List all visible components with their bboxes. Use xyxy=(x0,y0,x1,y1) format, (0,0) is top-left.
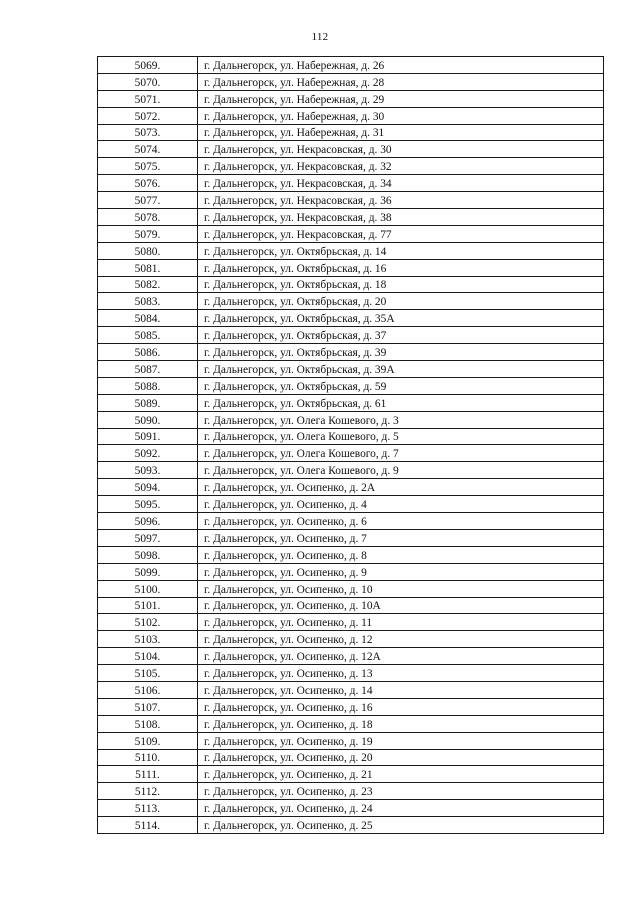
row-address: г. Дальнегорск, ул. Октябрьская, д. 39 xyxy=(198,344,604,361)
row-number: 5104. xyxy=(98,648,198,665)
row-address: г. Дальнегорск, ул. Осипенко, д. 2А xyxy=(198,479,604,496)
table-row xyxy=(98,817,604,834)
row-address: г. Дальнегорск, ул. Некрасовская, д. 30 xyxy=(198,141,604,158)
row-number: 5079. xyxy=(98,225,198,242)
row-number: 5075. xyxy=(98,158,198,175)
row-address: г. Дальнегорск, ул. Осипенко, д. 8 xyxy=(198,546,604,563)
row-address: г. Дальнегорск, ул. Осипенко, д. 19 xyxy=(198,732,604,749)
row-address: г. Дальнегорск, ул. Октябрьская, д. 20 xyxy=(198,293,604,310)
row-number: 5072. xyxy=(98,107,198,124)
row-number: 5108. xyxy=(98,715,198,732)
row-address: г. Дальнегорск, ул. Некрасовская, д. 32 xyxy=(198,158,604,175)
row-number: 5094. xyxy=(98,479,198,496)
row-address: г. Дальнегорск, ул. Осипенко, д. 6 xyxy=(198,513,604,530)
row-address: г. Дальнегорск, ул. Октябрьская, д. 16 xyxy=(198,259,604,276)
row-address: г. Дальнегорск, ул. Некрасовская, д. 77 xyxy=(198,225,604,242)
table-row xyxy=(98,107,604,124)
table-row xyxy=(98,580,604,597)
row-address: г. Дальнегорск, ул. Набережная, д. 30 xyxy=(198,107,604,124)
row-address: г. Дальнегорск, ул. Осипенко, д. 18 xyxy=(198,715,604,732)
row-number: 5073. xyxy=(98,124,198,141)
row-address: г. Дальнегорск, ул. Осипенко, д. 16 xyxy=(198,698,604,715)
table-row xyxy=(98,631,604,648)
row-number: 5106. xyxy=(98,681,198,698)
row-number: 5113. xyxy=(98,800,198,817)
row-address: г. Дальнегорск, ул. Осипенко, д. 14 xyxy=(198,681,604,698)
row-address: г. Дальнегорск, ул. Осипенко, д. 21 xyxy=(198,766,604,783)
row-number: 5110. xyxy=(98,749,198,766)
row-number: 5098. xyxy=(98,546,198,563)
row-number: 5092. xyxy=(98,445,198,462)
table-row xyxy=(98,648,604,665)
table-row xyxy=(98,344,604,361)
row-number: 5070. xyxy=(98,73,198,90)
row-number: 5093. xyxy=(98,462,198,479)
row-number: 5102. xyxy=(98,614,198,631)
row-number: 5090. xyxy=(98,411,198,428)
row-address: г. Дальнегорск, ул. Олега Кошевого, д. 5 xyxy=(198,428,604,445)
row-address: г. Дальнегорск, ул. Некрасовская, д. 34 xyxy=(198,175,604,192)
table-row xyxy=(98,293,604,310)
table-row xyxy=(98,327,604,344)
table-row xyxy=(98,225,604,242)
row-number: 5111. xyxy=(98,766,198,783)
row-address: г. Дальнегорск, ул. Осипенко, д. 9 xyxy=(198,563,604,580)
row-address: г. Дальнегорск, ул. Осипенко, д. 13 xyxy=(198,665,604,682)
row-address: г. Дальнегорск, ул. Набережная, д. 26 xyxy=(198,57,604,74)
table-row xyxy=(98,57,604,74)
table-row xyxy=(98,90,604,107)
row-address: г. Дальнегорск, ул. Набережная, д. 31 xyxy=(198,124,604,141)
row-number: 5078. xyxy=(98,209,198,226)
row-number: 5076. xyxy=(98,175,198,192)
table-row xyxy=(98,597,604,614)
row-address: г. Дальнегорск, ул. Октябрьская, д. 61 xyxy=(198,394,604,411)
row-address: г. Дальнегорск, ул. Октябрьская, д. 39А xyxy=(198,361,604,378)
row-address: г. Дальнегорск, ул. Олега Кошевого, д. 7 xyxy=(198,445,604,462)
table-row xyxy=(98,479,604,496)
row-number: 5114. xyxy=(98,817,198,834)
row-number: 5107. xyxy=(98,698,198,715)
table-row xyxy=(98,681,604,698)
row-number: 5086. xyxy=(98,344,198,361)
row-number: 5082. xyxy=(98,276,198,293)
row-address: г. Дальнегорск, ул. Осипенко, д. 23 xyxy=(198,783,604,800)
row-number: 5099. xyxy=(98,563,198,580)
row-address: г. Дальнегорск, ул. Набережная, д. 29 xyxy=(198,90,604,107)
table-row xyxy=(98,361,604,378)
table-row xyxy=(98,377,604,394)
table-row xyxy=(98,462,604,479)
row-address: г. Дальнегорск, ул. Октябрьская, д. 18 xyxy=(198,276,604,293)
row-address: г. Дальнегорск, ул. Осипенко, д. 10 xyxy=(198,580,604,597)
row-address: г. Дальнегорск, ул. Осипенко, д. 24 xyxy=(198,800,604,817)
row-address: г. Дальнегорск, ул. Набережная, д. 28 xyxy=(198,73,604,90)
row-address: г. Дальнегорск, ул. Осипенко, д. 12А xyxy=(198,648,604,665)
address-table-body xyxy=(98,57,604,834)
row-address: г. Дальнегорск, ул. Некрасовская, д. 36 xyxy=(198,192,604,209)
row-number: 5083. xyxy=(98,293,198,310)
row-number: 5109. xyxy=(98,732,198,749)
row-number: 5071. xyxy=(98,90,198,107)
row-address: г. Дальнегорск, ул. Осипенко, д. 25 xyxy=(198,817,604,834)
row-number: 5085. xyxy=(98,327,198,344)
address-table xyxy=(97,56,604,834)
table-row xyxy=(98,614,604,631)
table-row xyxy=(98,192,604,209)
table-row xyxy=(98,783,604,800)
table-row xyxy=(98,141,604,158)
row-address: г. Дальнегорск, ул. Осипенко, д. 12 xyxy=(198,631,604,648)
row-number: 5069. xyxy=(98,57,198,74)
table-row xyxy=(98,259,604,276)
row-address: г. Дальнегорск, ул. Осипенко, д. 7 xyxy=(198,529,604,546)
row-number: 5088. xyxy=(98,377,198,394)
row-number: 5105. xyxy=(98,665,198,682)
row-number: 5095. xyxy=(98,496,198,513)
table-row xyxy=(98,209,604,226)
table-row xyxy=(98,242,604,259)
table-row xyxy=(98,394,604,411)
table-row xyxy=(98,732,604,749)
row-address: г. Дальнегорск, ул. Октябрьская, д. 35А xyxy=(198,310,604,327)
row-number: 5080. xyxy=(98,242,198,259)
row-number: 5081. xyxy=(98,259,198,276)
row-number: 5103. xyxy=(98,631,198,648)
table-row xyxy=(98,310,604,327)
table-row xyxy=(98,766,604,783)
row-number: 5096. xyxy=(98,513,198,530)
table-row xyxy=(98,546,604,563)
table-row xyxy=(98,175,604,192)
row-address: г. Дальнегорск, ул. Октябрьская, д. 14 xyxy=(198,242,604,259)
table-row xyxy=(98,428,604,445)
table-row xyxy=(98,276,604,293)
row-number: 5084. xyxy=(98,310,198,327)
page-number: 112 xyxy=(311,31,329,43)
table-row xyxy=(98,698,604,715)
row-number: 5101. xyxy=(98,597,198,614)
table-row xyxy=(98,411,604,428)
row-number: 5077. xyxy=(98,192,198,209)
table-row xyxy=(98,513,604,530)
table-row xyxy=(98,124,604,141)
row-number: 5089. xyxy=(98,394,198,411)
table-row xyxy=(98,496,604,513)
table-row xyxy=(98,665,604,682)
row-address: г. Дальнегорск, ул. Октябрьская, д. 37 xyxy=(198,327,604,344)
row-address: г. Дальнегорск, ул. Олега Кошевого, д. 9 xyxy=(198,462,604,479)
table-row xyxy=(98,715,604,732)
row-number: 5074. xyxy=(98,141,198,158)
row-number: 5112. xyxy=(98,783,198,800)
row-address: г. Дальнегорск, ул. Некрасовская, д. 38 xyxy=(198,209,604,226)
row-number: 5097. xyxy=(98,529,198,546)
row-number: 5091. xyxy=(98,428,198,445)
row-address: г. Дальнегорск, ул. Осипенко, д. 4 xyxy=(198,496,604,513)
row-number: 5087. xyxy=(98,361,198,378)
row-number: 5100. xyxy=(98,580,198,597)
row-address: г. Дальнегорск, ул. Осипенко, д. 20 xyxy=(198,749,604,766)
row-address: г. Дальнегорск, ул. Октябрьская, д. 59 xyxy=(198,377,604,394)
row-address: г. Дальнегорск, ул. Осипенко, д. 10А xyxy=(198,597,604,614)
table-row xyxy=(98,158,604,175)
table-row xyxy=(98,73,604,90)
table-row xyxy=(98,563,604,580)
table-row xyxy=(98,529,604,546)
table-row xyxy=(98,800,604,817)
row-address: г. Дальнегорск, ул. Олега Кошевого, д. 3 xyxy=(198,411,604,428)
table-row xyxy=(98,749,604,766)
table-row xyxy=(98,445,604,462)
row-address: г. Дальнегорск, ул. Осипенко, д. 11 xyxy=(198,614,604,631)
